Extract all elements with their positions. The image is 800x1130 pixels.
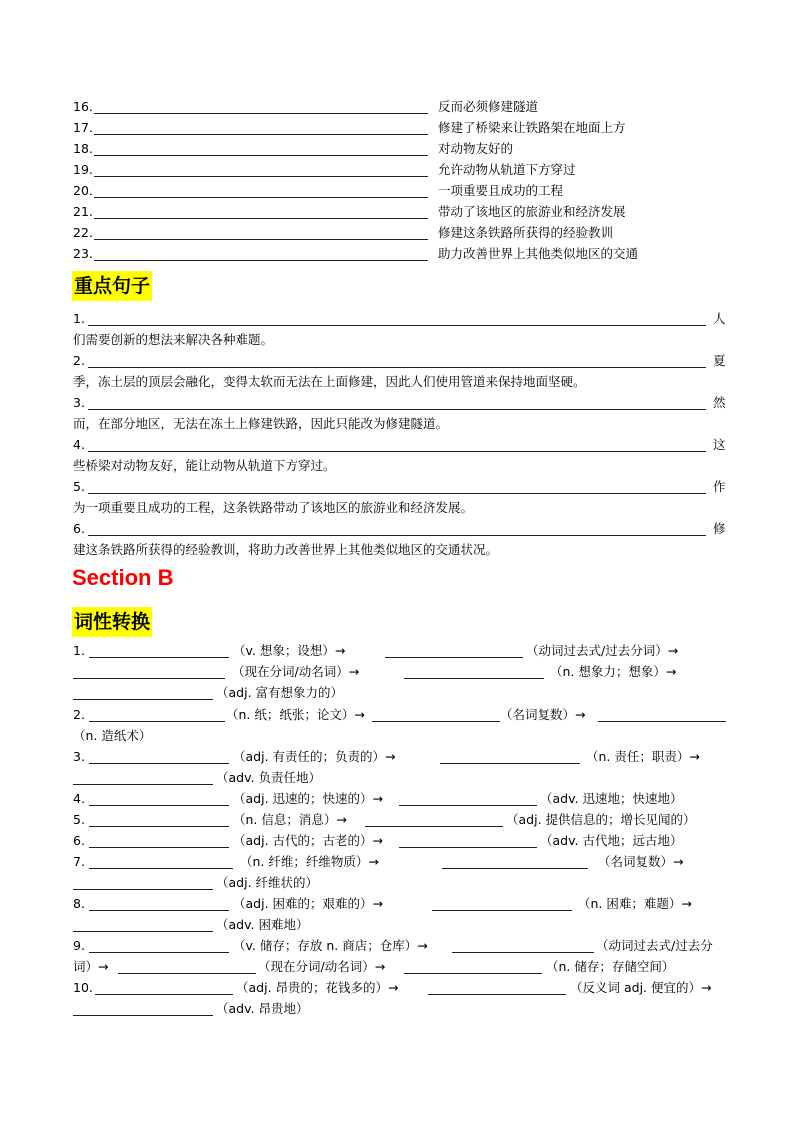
word-blank[interactable] <box>73 889 213 890</box>
word-blank[interactable] <box>428 994 566 995</box>
sentence-blank[interactable] <box>88 493 706 494</box>
word-hint: （反义词 adj. 便宜的）→ <box>570 980 712 995</box>
sentence-hint-start: 人 <box>713 311 726 326</box>
answer-blank[interactable] <box>94 218 428 219</box>
word-blank[interactable] <box>432 910 572 911</box>
sentence-hint: 建这条铁路所获得的经验教训，将助力改善世界上其他类似地区的交通状况。 <box>73 542 499 557</box>
word-blank[interactable] <box>89 868 233 869</box>
word-blank[interactable] <box>95 994 233 995</box>
item-number: 6. <box>73 833 85 848</box>
phrase-number: 20. <box>73 183 93 198</box>
word-hint: （adv. 古代地；远古地） <box>540 833 683 848</box>
sentence-number: 5. <box>73 479 85 494</box>
sentence-hint-start: 夏 <box>713 353 726 368</box>
answer-blank[interactable] <box>94 239 428 240</box>
word-hint: （n. 责任；职责）→ <box>586 749 700 764</box>
item-number: 5. <box>73 812 85 827</box>
item-number: 9. <box>73 938 85 953</box>
answer-blank[interactable] <box>94 113 428 114</box>
word-hint: （n. 想象力；想象）→ <box>550 664 677 679</box>
word-blank[interactable] <box>73 1015 213 1016</box>
phrase-number: 18. <box>73 141 93 156</box>
item-number: 1. <box>73 643 85 658</box>
word-hint: （名词复数）→ <box>598 854 684 869</box>
word-hint: （n. 造纸术） <box>73 728 152 743</box>
item-number: 2. <box>73 707 85 722</box>
phrase-number: 23. <box>73 246 93 261</box>
section-b-title: Section B <box>72 565 174 590</box>
sentence-blank[interactable] <box>88 535 706 536</box>
word-hint: （adv. 昂贵地） <box>216 1001 309 1016</box>
word-hint: （现在分词/动名词）→ <box>258 959 386 974</box>
word-hint: （n. 纤维；纤维物质）→ <box>240 854 379 869</box>
sentence-hint: 而，在部分地区，无法在冻土上修建铁路，因此只能改为修建隧道。 <box>73 416 449 431</box>
phrase-number: 17. <box>73 120 93 135</box>
word-hint: （动词过去式/过去分 <box>596 938 713 953</box>
sentence-hint: 们需要创新的想法来解决各种难题。 <box>73 332 274 347</box>
sentence-blank[interactable] <box>88 451 706 452</box>
word-blank[interactable] <box>89 847 229 848</box>
word-blank[interactable] <box>385 657 523 658</box>
word-blank[interactable] <box>404 678 544 679</box>
word-forms-heading: 词性转换 <box>72 607 152 637</box>
word-hint: （v. 储存；存放 n. 商店；仓库）→ <box>233 938 428 953</box>
word-hint: （adv. 困难地） <box>216 917 309 932</box>
sentence-number: 3. <box>73 395 85 410</box>
word-hint: （n. 储存；存储空间） <box>546 959 675 974</box>
phrase-number: 16. <box>73 99 93 114</box>
phrase-hint: 一项重要且成功的工程 <box>438 183 564 198</box>
sentence-blank[interactable] <box>88 325 706 326</box>
word-blank[interactable] <box>73 699 213 700</box>
word-hint: （adj. 昂贵的；花钱多的）→ <box>236 980 399 995</box>
word-blank[interactable] <box>399 805 537 806</box>
word-hint: 词）→ <box>73 959 109 974</box>
word-blank[interactable] <box>73 784 213 785</box>
word-blank[interactable] <box>440 763 580 764</box>
word-hint: （adj. 纤维状的） <box>216 875 319 890</box>
word-blank[interactable] <box>365 826 503 827</box>
word-blank[interactable] <box>89 657 229 658</box>
word-hint: （adj. 困难的；艰难的）→ <box>233 896 383 911</box>
answer-blank[interactable] <box>94 134 428 135</box>
sentence-hint-start: 修 <box>713 521 726 536</box>
phrase-hint: 对动物友好的 <box>438 141 514 156</box>
phrase-hint: 修建了桥梁来让铁路架在地面上方 <box>438 120 626 135</box>
phrase-hint: 助力改善世界上其他类似地区的交通 <box>438 246 639 261</box>
item-number: 8. <box>73 896 85 911</box>
sentence-number: 4. <box>73 437 85 452</box>
phrase-number: 22. <box>73 225 93 240</box>
item-number: 7. <box>73 854 85 869</box>
word-hint: （n. 纸；纸张；论文）→ <box>226 707 365 722</box>
sentence-number: 6. <box>73 521 85 536</box>
answer-blank[interactable] <box>94 176 428 177</box>
word-blank[interactable] <box>442 868 588 869</box>
word-blank[interactable] <box>399 847 537 848</box>
sentence-hint-start: 然 <box>713 395 726 410</box>
word-hint: （adj. 古代的；古老的）→ <box>233 833 383 848</box>
answer-blank[interactable] <box>94 155 428 156</box>
word-hint: （现在分词/动名词）→ <box>232 664 360 679</box>
word-hint: （v. 想象；设想）→ <box>233 643 346 658</box>
sentence-hint: 些桥梁对动物友好，能让动物从轨道下方穿过。 <box>73 458 336 473</box>
word-hint: （adj. 迅速的；快速的）→ <box>233 791 383 806</box>
sentence-hint-start: 作 <box>713 479 726 494</box>
item-number: 10. <box>73 980 93 995</box>
word-hint: （adv. 迅速地；快速地） <box>540 791 683 806</box>
word-blank[interactable] <box>89 910 229 911</box>
word-hint: （n. 信息；消息）→ <box>233 812 347 827</box>
phrase-hint: 允许动物从轨道下方穿过 <box>438 162 576 177</box>
word-blank[interactable] <box>118 973 256 974</box>
word-hint: （n. 困难；难题）→ <box>578 896 692 911</box>
word-hint: （adj. 有责任的；负责的）→ <box>233 749 396 764</box>
key-sentences-heading: 重点句子 <box>72 271 152 301</box>
word-blank[interactable] <box>89 721 225 722</box>
phrase-number: 21. <box>73 204 93 219</box>
phrase-hint: 修建这条铁路所获得的经验教训 <box>438 225 614 240</box>
phrase-hint: 反而必须修建隧道 <box>438 99 539 114</box>
word-blank[interactable] <box>372 721 500 722</box>
sentence-hint: 为一项重要且成功的工程，这条铁路带动了该地区的旅游业和经济发展。 <box>73 500 474 515</box>
sentence-hint: 季，冻土层的顶层会融化，变得太软而无法在上面修建，因此人们使用管道来保持地面坚硬。 <box>73 374 586 389</box>
word-blank[interactable] <box>89 952 229 953</box>
phrase-hint: 带动了该地区的旅游业和经济发展 <box>438 204 626 219</box>
word-hint: （adj. 富有想象力的） <box>216 685 344 700</box>
answer-blank[interactable] <box>94 260 428 261</box>
word-blank[interactable] <box>89 805 229 806</box>
sentence-number: 1. <box>73 311 85 326</box>
phrase-number: 19. <box>73 162 93 177</box>
sentence-blank[interactable] <box>88 409 706 410</box>
item-number: 3. <box>73 749 85 764</box>
word-blank[interactable] <box>452 952 594 953</box>
sentence-hint-start: 这 <box>713 437 726 452</box>
word-blank[interactable] <box>598 721 726 722</box>
word-hint: （动词过去式/过去分词）→ <box>526 643 679 658</box>
item-number: 4. <box>73 791 85 806</box>
word-blank[interactable] <box>89 826 229 827</box>
word-blank[interactable] <box>89 763 229 764</box>
word-hint: （名词复数）→ <box>500 707 586 722</box>
word-blank[interactable] <box>73 678 225 679</box>
word-blank[interactable] <box>404 973 542 974</box>
sentence-blank[interactable] <box>88 367 706 368</box>
answer-blank[interactable] <box>94 197 428 198</box>
word-blank[interactable] <box>73 931 213 932</box>
sentence-number: 2. <box>73 353 85 368</box>
word-hint: （adj. 提供信息的；增长见闻的） <box>506 812 696 827</box>
word-hint: （adv. 负责任地） <box>216 770 321 785</box>
